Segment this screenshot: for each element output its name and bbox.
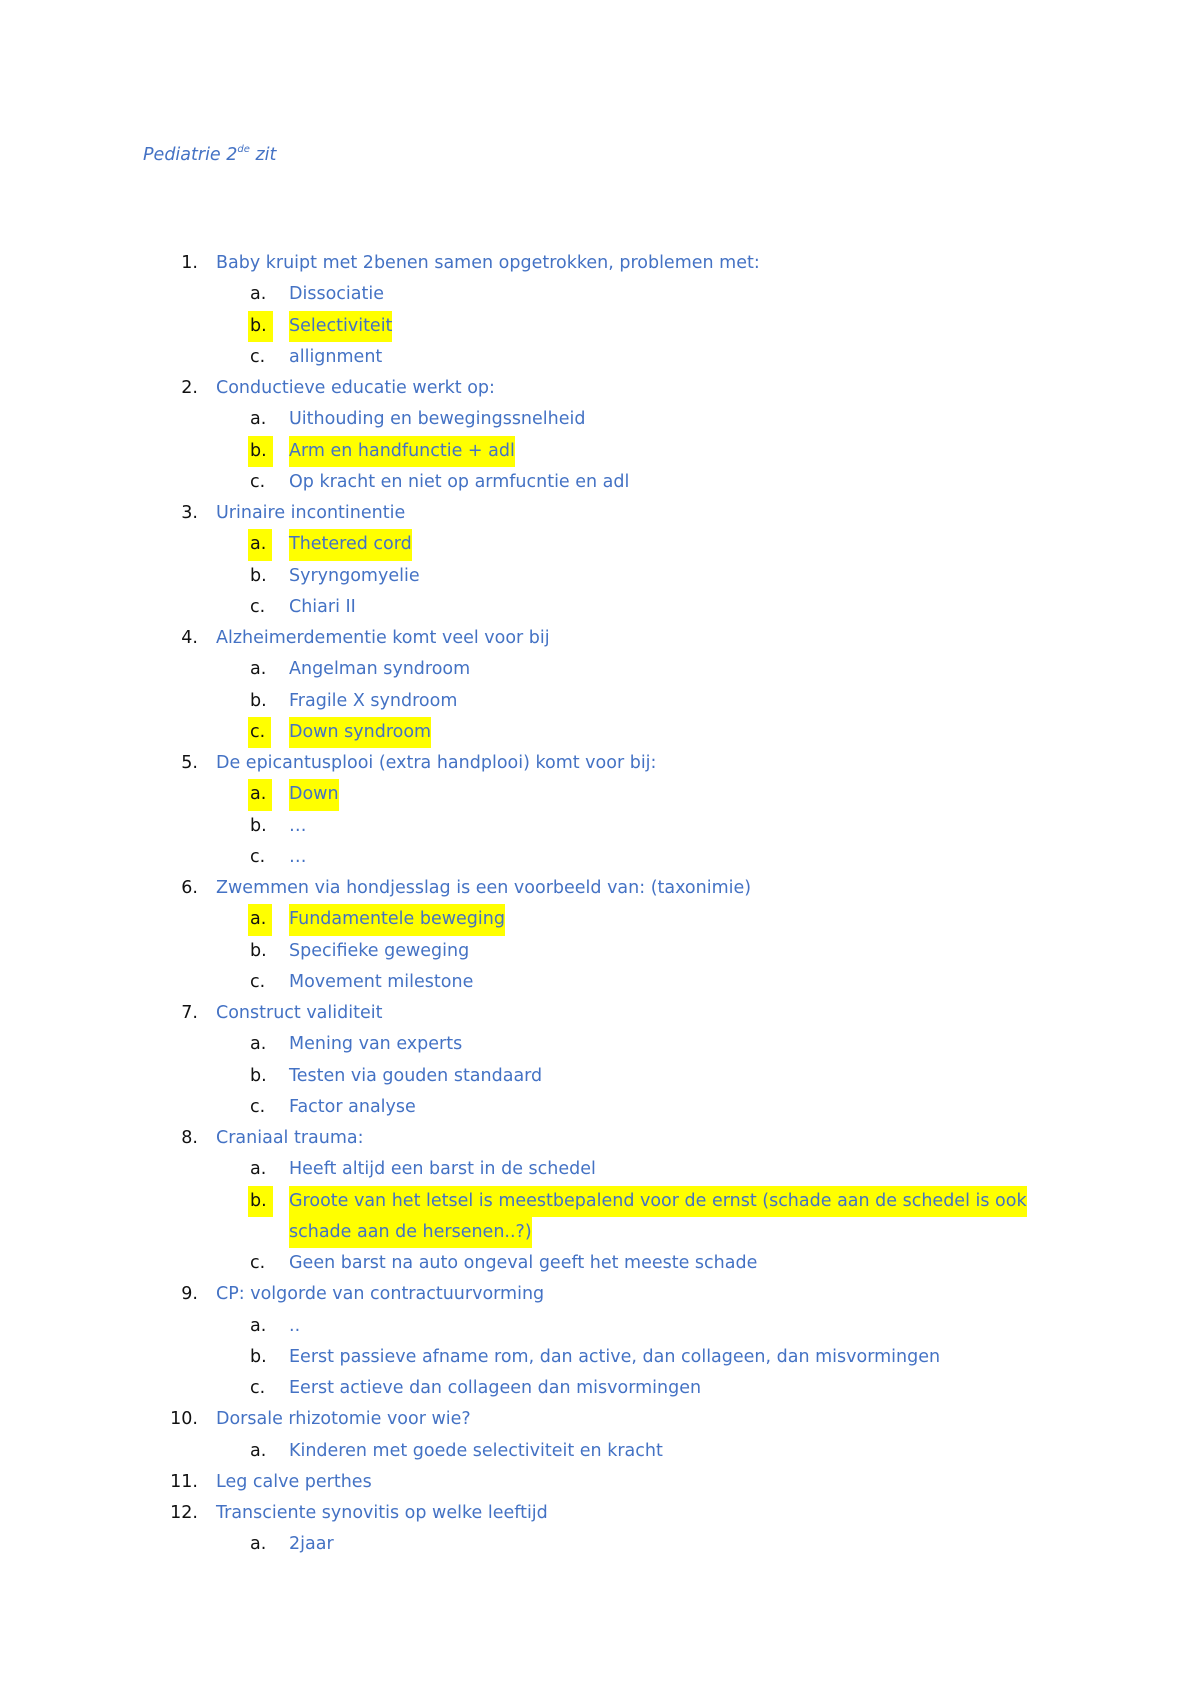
- option-text-highlight: Groote van het letsel is meestbepalend voor de ernst (schade aan de schedel is ook schade aan de hersenen..?): [289, 1186, 1027, 1248]
- question-number: 4.: [181, 628, 198, 648]
- option-letter: c.: [250, 346, 266, 367]
- question-number: 11.: [170, 1471, 198, 1492]
- option-text: Eerst actieve dan collageen dan misvormingen: [289, 1378, 702, 1398]
- option-letter: c.: [250, 1253, 266, 1273]
- question-item: [0, 998, 1200, 1029]
- question-text: De epicantusplooi (extra handplooi) komt voor bij:: [216, 753, 657, 773]
- answer-option: [0, 1061, 1200, 1092]
- question-item: [0, 748, 1200, 779]
- question-number: 2.: [181, 378, 198, 398]
- option-text: Dissociatie: [289, 284, 384, 305]
- question-item: [0, 1498, 1200, 1529]
- option-text: Heeft altijd een barst in de schedel: [289, 1159, 596, 1180]
- option-letter: a.: [250, 659, 267, 680]
- option-letter: c.: [250, 596, 266, 617]
- question-text: Alzheimerdementie komt veel voor bij: [216, 628, 550, 648]
- answer-option: [0, 561, 1200, 592]
- option-text: Kinderen met goede selectiviteit en kracht: [289, 1440, 663, 1461]
- option-letter: c.: [250, 471, 266, 492]
- answer-option: [0, 1154, 1200, 1185]
- question-text: Baby kruipt met 2benen samen opgetrokken, problemen met:: [216, 253, 760, 273]
- option-letter: c.: [250, 1096, 266, 1117]
- answer-option: [0, 1342, 1200, 1373]
- question-item: [0, 1279, 1200, 1310]
- option-letter: b.: [250, 940, 267, 961]
- question-item: [0, 1404, 1200, 1435]
- title-superscript: de: [237, 144, 250, 155]
- option-text: allignment: [289, 346, 383, 367]
- question-number: 7.: [181, 1003, 198, 1023]
- page-title: [143, 143, 276, 167]
- answer-option-highlighted: [0, 1186, 1200, 1249]
- option-text: Fundamentele beweging: [289, 904, 505, 935]
- answer-option-highlighted: [0, 904, 1200, 935]
- answer-option-highlighted: [0, 436, 1200, 467]
- option-text: Arm en handfunctie + adl: [289, 436, 515, 467]
- option-letter: b.: [248, 1186, 273, 1217]
- option-text: Selectiviteit: [289, 311, 392, 342]
- option-letter: a.: [250, 1534, 267, 1555]
- answer-option: [0, 811, 1200, 842]
- option-text: Factor analyse: [289, 1096, 416, 1117]
- answer-option: [0, 686, 1200, 717]
- option-text: Movement milestone: [289, 971, 474, 992]
- answer-option: [0, 1373, 1200, 1404]
- question-number: 8.: [181, 1128, 198, 1148]
- question-text: Urinaire incontinentie: [216, 503, 406, 523]
- option-letter: b.: [248, 436, 273, 467]
- option-text: Syryngomyelie: [289, 565, 420, 586]
- option-text: 2jaar: [289, 1534, 334, 1555]
- question-text: CP: volgorde van contractuurvorming: [216, 1284, 545, 1305]
- option-letter: a.: [248, 529, 272, 560]
- answer-option: [0, 654, 1200, 685]
- question-item: [0, 623, 1200, 654]
- option-text: [289, 1186, 1041, 1249]
- option-letter: b.: [250, 690, 267, 711]
- option-letter: b.: [248, 311, 273, 342]
- question-number: 10.: [170, 1409, 198, 1430]
- option-letter: a.: [250, 409, 267, 430]
- question-text: Transciente synovitis op welke leeftijd: [216, 1503, 548, 1523]
- question-number: 9.: [181, 1284, 198, 1305]
- question-number: 12.: [170, 1503, 198, 1523]
- answer-option: [0, 1311, 1200, 1342]
- question-number: 5.: [181, 753, 198, 773]
- option-letter: a.: [250, 1034, 267, 1055]
- title-tail: zit: [249, 145, 277, 165]
- question-text: Conductieve educatie werkt op:: [216, 378, 495, 398]
- answer-option: [0, 842, 1200, 873]
- option-text: Down syndroom: [289, 717, 431, 748]
- option-text: ..: [289, 1315, 301, 1336]
- option-letter: b.: [250, 1346, 267, 1367]
- answer-option: [0, 404, 1200, 435]
- option-text: …: [289, 846, 307, 867]
- answer-option-highlighted: [0, 311, 1200, 342]
- option-text: Fragile X syndroom: [289, 690, 458, 711]
- question-text: Craniaal trauma:: [216, 1128, 364, 1148]
- answer-option: [0, 1029, 1200, 1060]
- question-item: [0, 873, 1200, 904]
- question-item: [0, 498, 1200, 529]
- question-item: [0, 1123, 1200, 1154]
- option-letter: a.: [250, 1159, 267, 1180]
- option-letter: a.: [248, 904, 272, 935]
- option-letter: a.: [250, 284, 267, 305]
- answer-option-highlighted: [0, 717, 1200, 748]
- option-text: Testen via gouden standaard: [289, 1065, 543, 1086]
- answer-option: [0, 1529, 1200, 1560]
- option-text: Down: [289, 779, 339, 810]
- answer-option: [0, 936, 1200, 967]
- question-text: Leg calve perthes: [216, 1471, 372, 1492]
- title-text: Pediatrie 2: [143, 145, 238, 165]
- answer-option: [0, 1436, 1200, 1467]
- option-letter: a.: [248, 779, 272, 810]
- option-letter: a.: [250, 1440, 267, 1461]
- option-text: Angelman syndroom: [289, 659, 471, 680]
- question-text: Dorsale rhizotomie voor wie?: [216, 1409, 471, 1430]
- option-letter: b.: [250, 565, 267, 586]
- question-item: [0, 1467, 1200, 1498]
- answer-option: [0, 1248, 1200, 1279]
- answer-option: [0, 279, 1200, 310]
- answer-option: [0, 467, 1200, 498]
- answer-option-highlighted: [0, 779, 1200, 810]
- question-text: Construct validiteit: [216, 1003, 383, 1023]
- option-letter: c.: [250, 971, 266, 992]
- option-text: …: [289, 815, 307, 836]
- question-number: 6.: [181, 878, 198, 898]
- option-text: Chiari II: [289, 596, 356, 617]
- option-text: Uithouding en bewegingssnelheid: [289, 409, 586, 430]
- question-list: [0, 248, 1200, 1561]
- question-item: [0, 373, 1200, 404]
- answer-option: [0, 342, 1200, 373]
- question-number: 1.: [181, 253, 198, 273]
- option-letter: c.: [248, 717, 271, 748]
- option-letter: b.: [250, 815, 267, 836]
- option-letter: c.: [250, 1378, 266, 1398]
- question-item: [0, 248, 1200, 279]
- option-letter: b.: [250, 1065, 267, 1086]
- answer-option: [0, 1092, 1200, 1123]
- option-letter: a.: [250, 1315, 267, 1336]
- answer-option-highlighted: [0, 529, 1200, 560]
- answer-option: [0, 592, 1200, 623]
- option-letter: c.: [250, 846, 266, 867]
- question-number: 3.: [181, 503, 198, 523]
- option-text: Eerst passieve afname rom, dan active, dan collageen, dan misvormingen: [289, 1346, 941, 1367]
- option-text: Specifieke geweging: [289, 940, 470, 961]
- option-text: Thetered cord: [289, 529, 412, 560]
- option-text: Geen barst na auto ongeval geeft het meeste schade: [289, 1253, 758, 1273]
- option-text: Mening van experts: [289, 1034, 463, 1055]
- answer-option: [0, 967, 1200, 998]
- question-text: Zwemmen via hondjesslag is een voorbeeld van: (taxonimie): [216, 878, 752, 898]
- option-text: Op kracht en niet op armfucntie en adl: [289, 471, 630, 492]
